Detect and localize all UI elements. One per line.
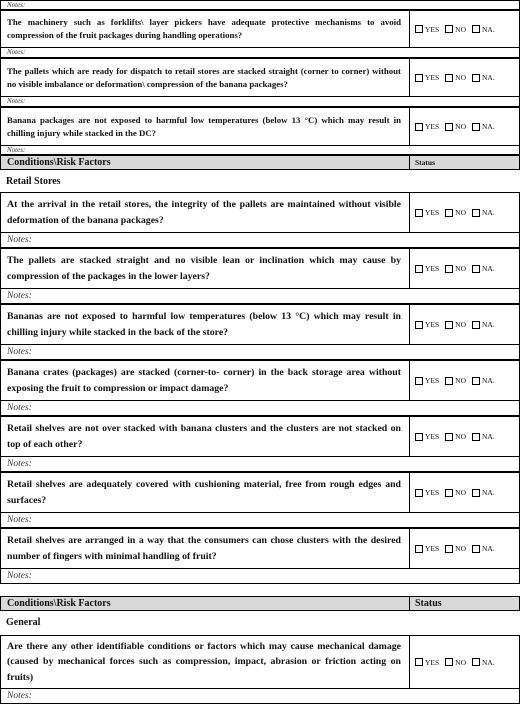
- option-yes[interactable]: [415, 25, 439, 34]
- status-options: [415, 361, 519, 400]
- notes-row[interactable]: Notes:: [0, 513, 520, 528]
- section-general: General: [6, 617, 41, 628]
- question-text: Bananas are not exposed to harmful low temperatures (below 13 °C) which may result in chilling injury while stacked in the back of the store?: [7, 311, 401, 338]
- question-text: Retail shelves are adequately covered with cushioning material, free from rough edges and surfaces?: [7, 479, 401, 506]
- option-label: YES: [425, 208, 440, 217]
- option-label: NA.: [482, 544, 495, 553]
- status-options: [415, 59, 519, 96]
- notes-row[interactable]: Notes:: [0, 345, 520, 360]
- checkbox[interactable]: [445, 265, 453, 273]
- option-label: NO: [455, 73, 467, 82]
- option-label: NA.: [482, 73, 495, 82]
- header-status: Status: [415, 158, 436, 167]
- checkbox[interactable]: [415, 658, 423, 666]
- option-no[interactable]: [445, 432, 466, 441]
- notes-row[interactable]: Notes:: [0, 457, 520, 472]
- option-label: YES: [425, 264, 440, 273]
- option-no[interactable]: [445, 544, 466, 553]
- column-divider: [409, 305, 410, 344]
- notes-row[interactable]: Notes:: [0, 289, 520, 304]
- checkbox[interactable]: [445, 658, 453, 666]
- column-divider: [409, 473, 410, 512]
- option-yes[interactable]: [415, 264, 439, 273]
- column-divider: [409, 361, 410, 400]
- option-label: NA.: [482, 488, 495, 497]
- option-label: YES: [425, 432, 440, 441]
- checkbox[interactable]: [472, 658, 480, 666]
- status-options: [415, 636, 519, 688]
- question-row: [0, 635, 520, 689]
- section-retail-stores: Retail Stores: [6, 176, 61, 187]
- option-label: YES: [425, 376, 440, 385]
- question-text: At the arrival in the retail stores, the integrity of the pallets are maintained without visible deformation of the banana packages?: [7, 199, 401, 226]
- checkbox[interactable]: [472, 321, 480, 329]
- option-label: NA.: [482, 432, 495, 441]
- checkbox[interactable]: [445, 433, 453, 441]
- question-row: [0, 472, 520, 513]
- table-header: [0, 155, 520, 170]
- question-text: Retail shelves are not over stacked with banana clusters and the clusters are not stacked on top of each other?: [7, 423, 401, 450]
- question-row: [0, 416, 520, 457]
- checkbox[interactable]: [445, 321, 453, 329]
- checkbox[interactable]: [415, 209, 423, 217]
- checkbox[interactable]: [472, 25, 480, 33]
- option-na[interactable]: [472, 208, 495, 217]
- column-divider: [409, 59, 410, 96]
- option-no[interactable]: [445, 488, 466, 497]
- option-yes[interactable]: [415, 376, 439, 385]
- option-yes[interactable]: [415, 544, 439, 553]
- question-text: Retail shelves are arranged in a way that the consumers can chose clusters with the desired number of fingers with minimal handling of fruit?: [7, 535, 401, 562]
- status-options: [415, 417, 519, 456]
- option-no[interactable]: [445, 25, 466, 34]
- column-divider: [409, 529, 410, 568]
- checkbox[interactable]: [472, 123, 480, 131]
- column-divider: [409, 156, 410, 169]
- column-divider: [409, 249, 410, 288]
- question-row: [0, 192, 520, 233]
- checkbox[interactable]: [472, 545, 480, 553]
- option-label: NA.: [482, 24, 495, 34]
- column-divider: [409, 11, 410, 47]
- option-label: NA.: [482, 320, 495, 329]
- notes-row[interactable]: Notes:: [0, 233, 520, 248]
- option-label: YES: [425, 122, 440, 131]
- checkbox[interactable]: [415, 123, 423, 131]
- question-row: [0, 58, 520, 97]
- option-no[interactable]: [445, 320, 466, 329]
- option-label: NO: [455, 264, 467, 273]
- option-yes[interactable]: [415, 432, 439, 441]
- option-yes[interactable]: [415, 320, 439, 329]
- option-label: NA.: [482, 264, 495, 273]
- option-na[interactable]: [472, 658, 495, 667]
- option-label: NO: [455, 24, 467, 34]
- option-label: YES: [425, 320, 440, 329]
- question-text: The machinery such as forklifts\ layer pickers have adequate protective mechanisms to avoid compression of the fruit packages during handling operations?: [7, 17, 401, 40]
- notes-row[interactable]: Notes:: [0, 689, 520, 704]
- option-label: YES: [425, 488, 440, 497]
- checkbox[interactable]: [472, 377, 480, 385]
- option-label: YES: [425, 657, 440, 667]
- option-label: NO: [455, 122, 467, 131]
- status-options: [415, 529, 519, 568]
- question-text: Banana packages are not exposed to harmful low temperatures (below 13 °C) which may result in chilling injury while stacked in the DC?: [7, 114, 401, 138]
- checkbox[interactable]: [445, 25, 453, 33]
- checkbox[interactable]: [472, 265, 480, 273]
- option-na[interactable]: [472, 320, 495, 329]
- option-label: NA.: [482, 122, 495, 131]
- notes-row[interactable]: Notes:: [0, 0, 520, 10]
- question-row: [0, 528, 520, 569]
- column-divider: [409, 636, 410, 688]
- option-label: NO: [455, 544, 467, 553]
- option-na[interactable]: [472, 488, 495, 497]
- option-label: NO: [455, 432, 467, 441]
- question-row: [0, 304, 520, 345]
- notes-row[interactable]: Notes:: [0, 97, 520, 107]
- column-divider: [409, 417, 410, 456]
- option-label: NO: [455, 208, 467, 217]
- option-yes[interactable]: [415, 73, 439, 82]
- header-conditions: Conditions\Risk Factors: [7, 157, 111, 168]
- header-status: Status: [415, 598, 442, 609]
- status-options: [415, 305, 519, 344]
- checkbox[interactable]: [472, 74, 480, 82]
- option-label: NO: [455, 376, 467, 385]
- status-options: [415, 11, 519, 47]
- option-label: NA.: [482, 376, 495, 385]
- checkbox[interactable]: [415, 433, 423, 441]
- checkbox[interactable]: [415, 545, 423, 553]
- checkbox[interactable]: [445, 489, 453, 497]
- question-text: Banana crates (packages) are stacked (corner-to- corner) in the back storage area without exposing the fruit to compression or impact damage?: [7, 367, 401, 394]
- option-label: YES: [425, 24, 440, 34]
- option-na[interactable]: [472, 264, 495, 273]
- table-header: [0, 596, 520, 611]
- option-na[interactable]: [472, 544, 495, 553]
- option-yes[interactable]: [415, 122, 439, 131]
- checkbox[interactable]: [415, 321, 423, 329]
- option-na[interactable]: [472, 122, 495, 131]
- option-na[interactable]: [472, 376, 495, 385]
- checkbox[interactable]: [445, 123, 453, 131]
- question-row: [0, 248, 520, 289]
- status-options: [415, 108, 519, 145]
- option-no[interactable]: [445, 122, 466, 131]
- option-label: NO: [455, 488, 467, 497]
- status-options: [415, 193, 519, 232]
- option-label: NO: [455, 320, 467, 329]
- option-no[interactable]: [445, 73, 466, 82]
- option-no[interactable]: [445, 208, 466, 217]
- option-na[interactable]: [472, 432, 495, 441]
- option-label: NO: [455, 657, 467, 667]
- column-divider: [409, 193, 410, 232]
- option-label: YES: [425, 73, 440, 82]
- checkbox[interactable]: [415, 74, 423, 82]
- column-divider: [409, 108, 410, 145]
- option-na[interactable]: [472, 25, 495, 34]
- checkbox[interactable]: [445, 209, 453, 217]
- option-no[interactable]: [445, 376, 466, 385]
- question-row: [0, 360, 520, 401]
- checkbox[interactable]: [415, 377, 423, 385]
- checkbox[interactable]: [445, 545, 453, 553]
- option-no[interactable]: [445, 264, 466, 273]
- notes-row[interactable]: Notes:: [0, 569, 520, 584]
- checkbox[interactable]: [445, 74, 453, 82]
- option-yes[interactable]: [415, 208, 439, 217]
- column-divider: [409, 597, 410, 610]
- question-row: [0, 107, 520, 146]
- question-text: The pallets which are ready for dispatch to retail stores are stacked straight (corner to corner) without no visible imbalance or deformation\ compression of the banana packages?: [7, 65, 401, 89]
- option-label: NA.: [482, 208, 495, 217]
- checkbox[interactable]: [472, 433, 480, 441]
- question-text: Are there any other identifiable conditions or factors which may cause mechanical damage (caused by mechanical forces such as compression, impact, abrasion or friction acting on fruits): [7, 640, 401, 683]
- option-label: YES: [425, 544, 440, 553]
- checkbox[interactable]: [472, 489, 480, 497]
- checkbox[interactable]: [472, 209, 480, 217]
- option-yes[interactable]: [415, 658, 439, 667]
- checkbox[interactable]: [445, 377, 453, 385]
- option-no[interactable]: [445, 658, 466, 667]
- option-label: NA.: [482, 657, 495, 667]
- option-na[interactable]: [472, 73, 495, 82]
- option-yes[interactable]: [415, 488, 439, 497]
- checkbox[interactable]: [415, 265, 423, 273]
- header-conditions: Conditions\Risk Factors: [7, 598, 111, 609]
- status-options: [415, 473, 519, 512]
- question-text: The pallets are stacked straight and no visible lean or inclination which may cause by compression of the packages in the lower layers?: [7, 255, 401, 282]
- checkbox[interactable]: [415, 489, 423, 497]
- checkbox[interactable]: [415, 25, 423, 33]
- notes-row[interactable]: Notes:: [0, 401, 520, 416]
- notes-row[interactable]: Notes:: [0, 146, 520, 155]
- notes-row[interactable]: Notes:: [0, 48, 520, 58]
- status-options: [415, 249, 519, 288]
- question-row: [0, 10, 520, 48]
